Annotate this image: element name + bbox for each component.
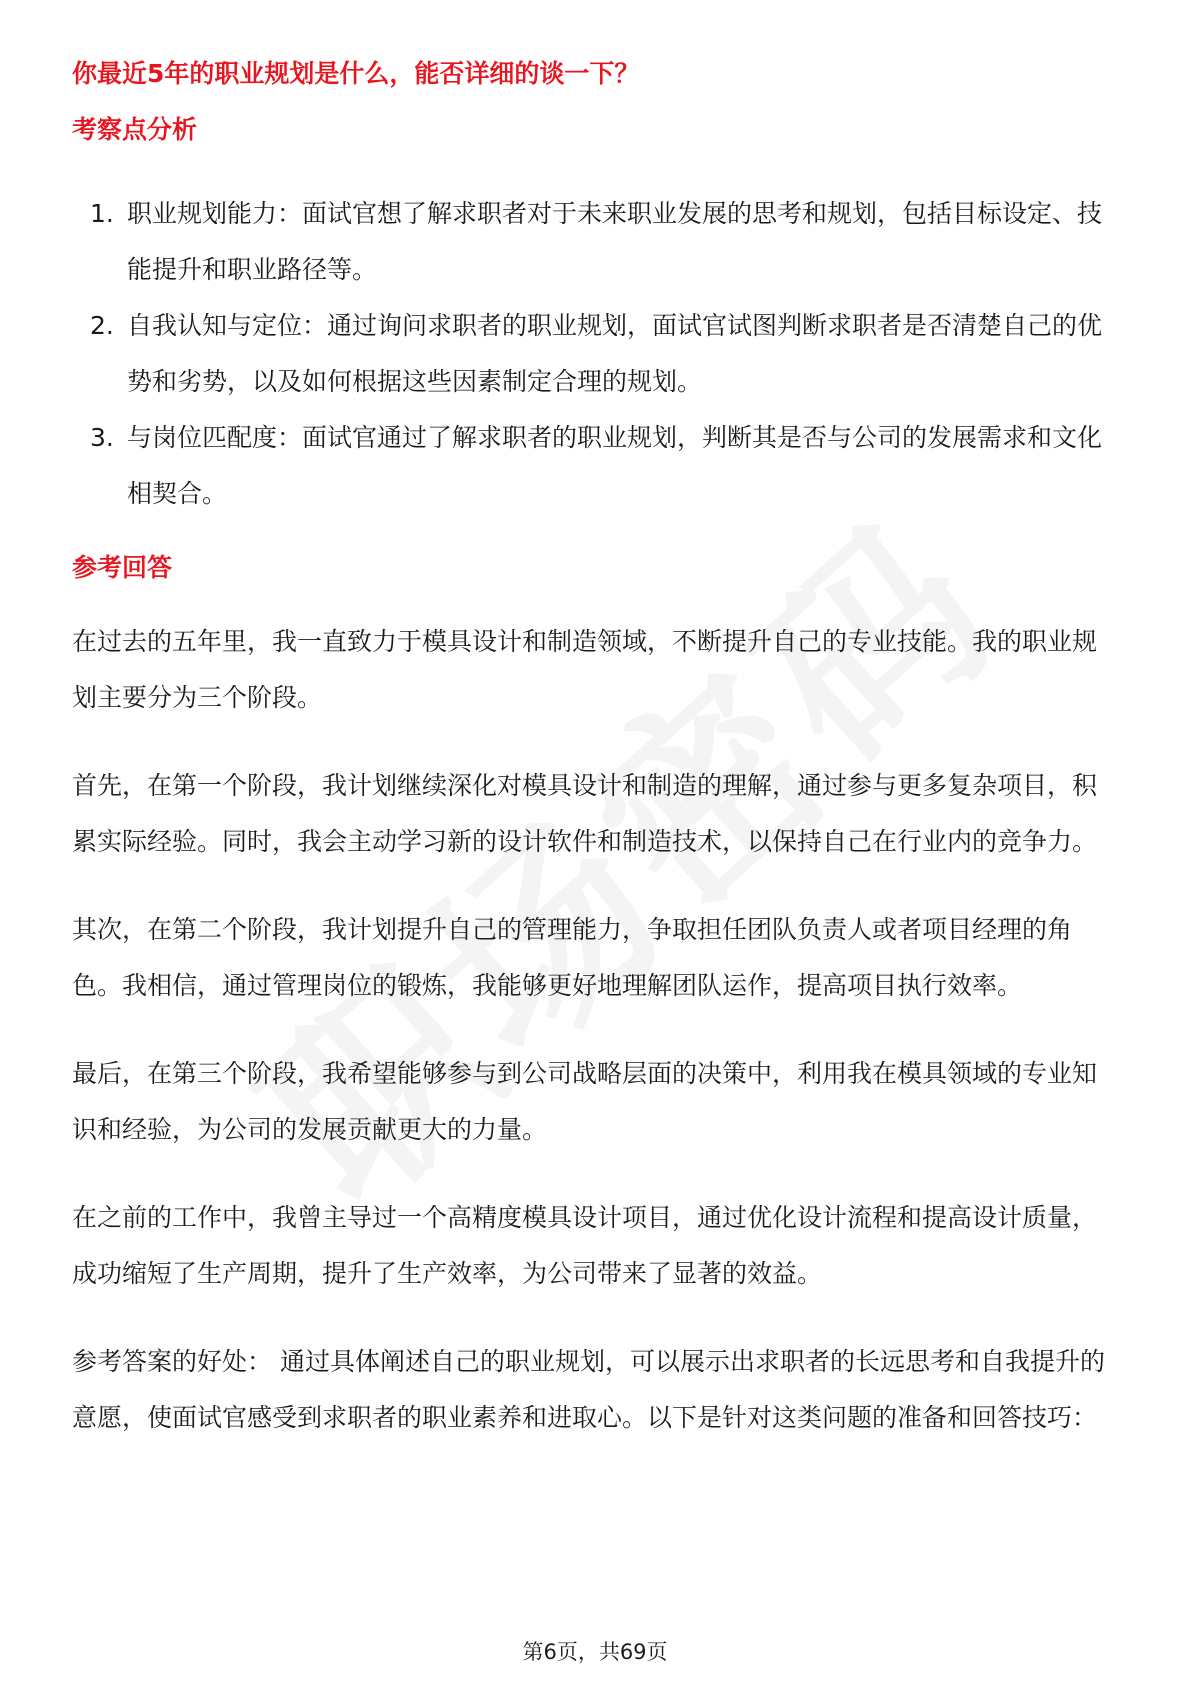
list-item-number: 1.	[90, 199, 114, 228]
list-item	[72, 298, 1118, 410]
list-item	[72, 186, 1118, 298]
list-item-number: 3.	[90, 423, 114, 452]
page-number-footer: 第6页，共69页	[522, 1640, 668, 1664]
paragraph: 在过去的五年里，我一直致力于模具设计和制造领域，不断提升自己的专业技能。我的职业规划主要分为三个阶段。	[72, 627, 1098, 712]
list-item	[72, 410, 1118, 522]
list-item-text: 职业规划能力：面试官想了解求职者对于未来职业发展的思考和规划，包括目标设定、技能提升和职业路径等。	[127, 199, 1103, 284]
list-item-text: 与岗位匹配度：面试官通过了解求职者的职业规划，判断其是否与公司的发展需求和文化相契合。	[127, 423, 1103, 508]
list-item-number: 2.	[90, 311, 114, 340]
paragraph: 在之前的工作中，我曾主导过一个高精度模具设计项目，通过优化设计流程和提高设计质量，成功缩短了生产周期，提升了生产效率，为公司带来了显著的效益。	[72, 1203, 1098, 1288]
page-content	[72, 54, 1118, 1446]
analysis-list	[72, 186, 1118, 522]
list-item-text: 自我认知与定位：通过询问求职者的职业规划，面试官试图判断求职者是否清楚自己的优势和劣势，以及如何根据这些因素制定合理的规划。	[127, 311, 1103, 396]
paragraph: 首先，在第一个阶段，我计划继续深化对模具设计和制造的理解，通过参与更多复杂项目，积累实际经验。同时，我会主动学习新的设计软件和制造技术，以保持自己在行业内的竞争力。	[72, 771, 1098, 856]
paragraph: 其次，在第二个阶段，我计划提升自己的管理能力，争取担任团队负责人或者项目经理的角色。我相信，通过管理岗位的锻炼，我能够更好地理解团队运作，提高项目执行效率。	[72, 915, 1073, 1000]
paragraph: 最后，在第三个阶段，我希望能够参与到公司战略层面的决策中，利用我在模具领域的专业知识和经验，为公司的发展贡献更大的力量。	[72, 1059, 1098, 1144]
question-heading: 你最近5年的职业规划是什么，能否详细的谈一下？	[72, 59, 640, 88]
paragraph: 参考答案的好处： 通过具体阐述自己的职业规划，可以展示出求职者的长远思考和自我提升的意愿，使面试官感受到求职者的职业素养和进取心。以下是针对这类问题的准备和回答技巧：	[72, 1347, 1105, 1432]
analysis-title: 考察点分析	[72, 115, 198, 144]
reference-title: 参考回答	[72, 553, 173, 582]
